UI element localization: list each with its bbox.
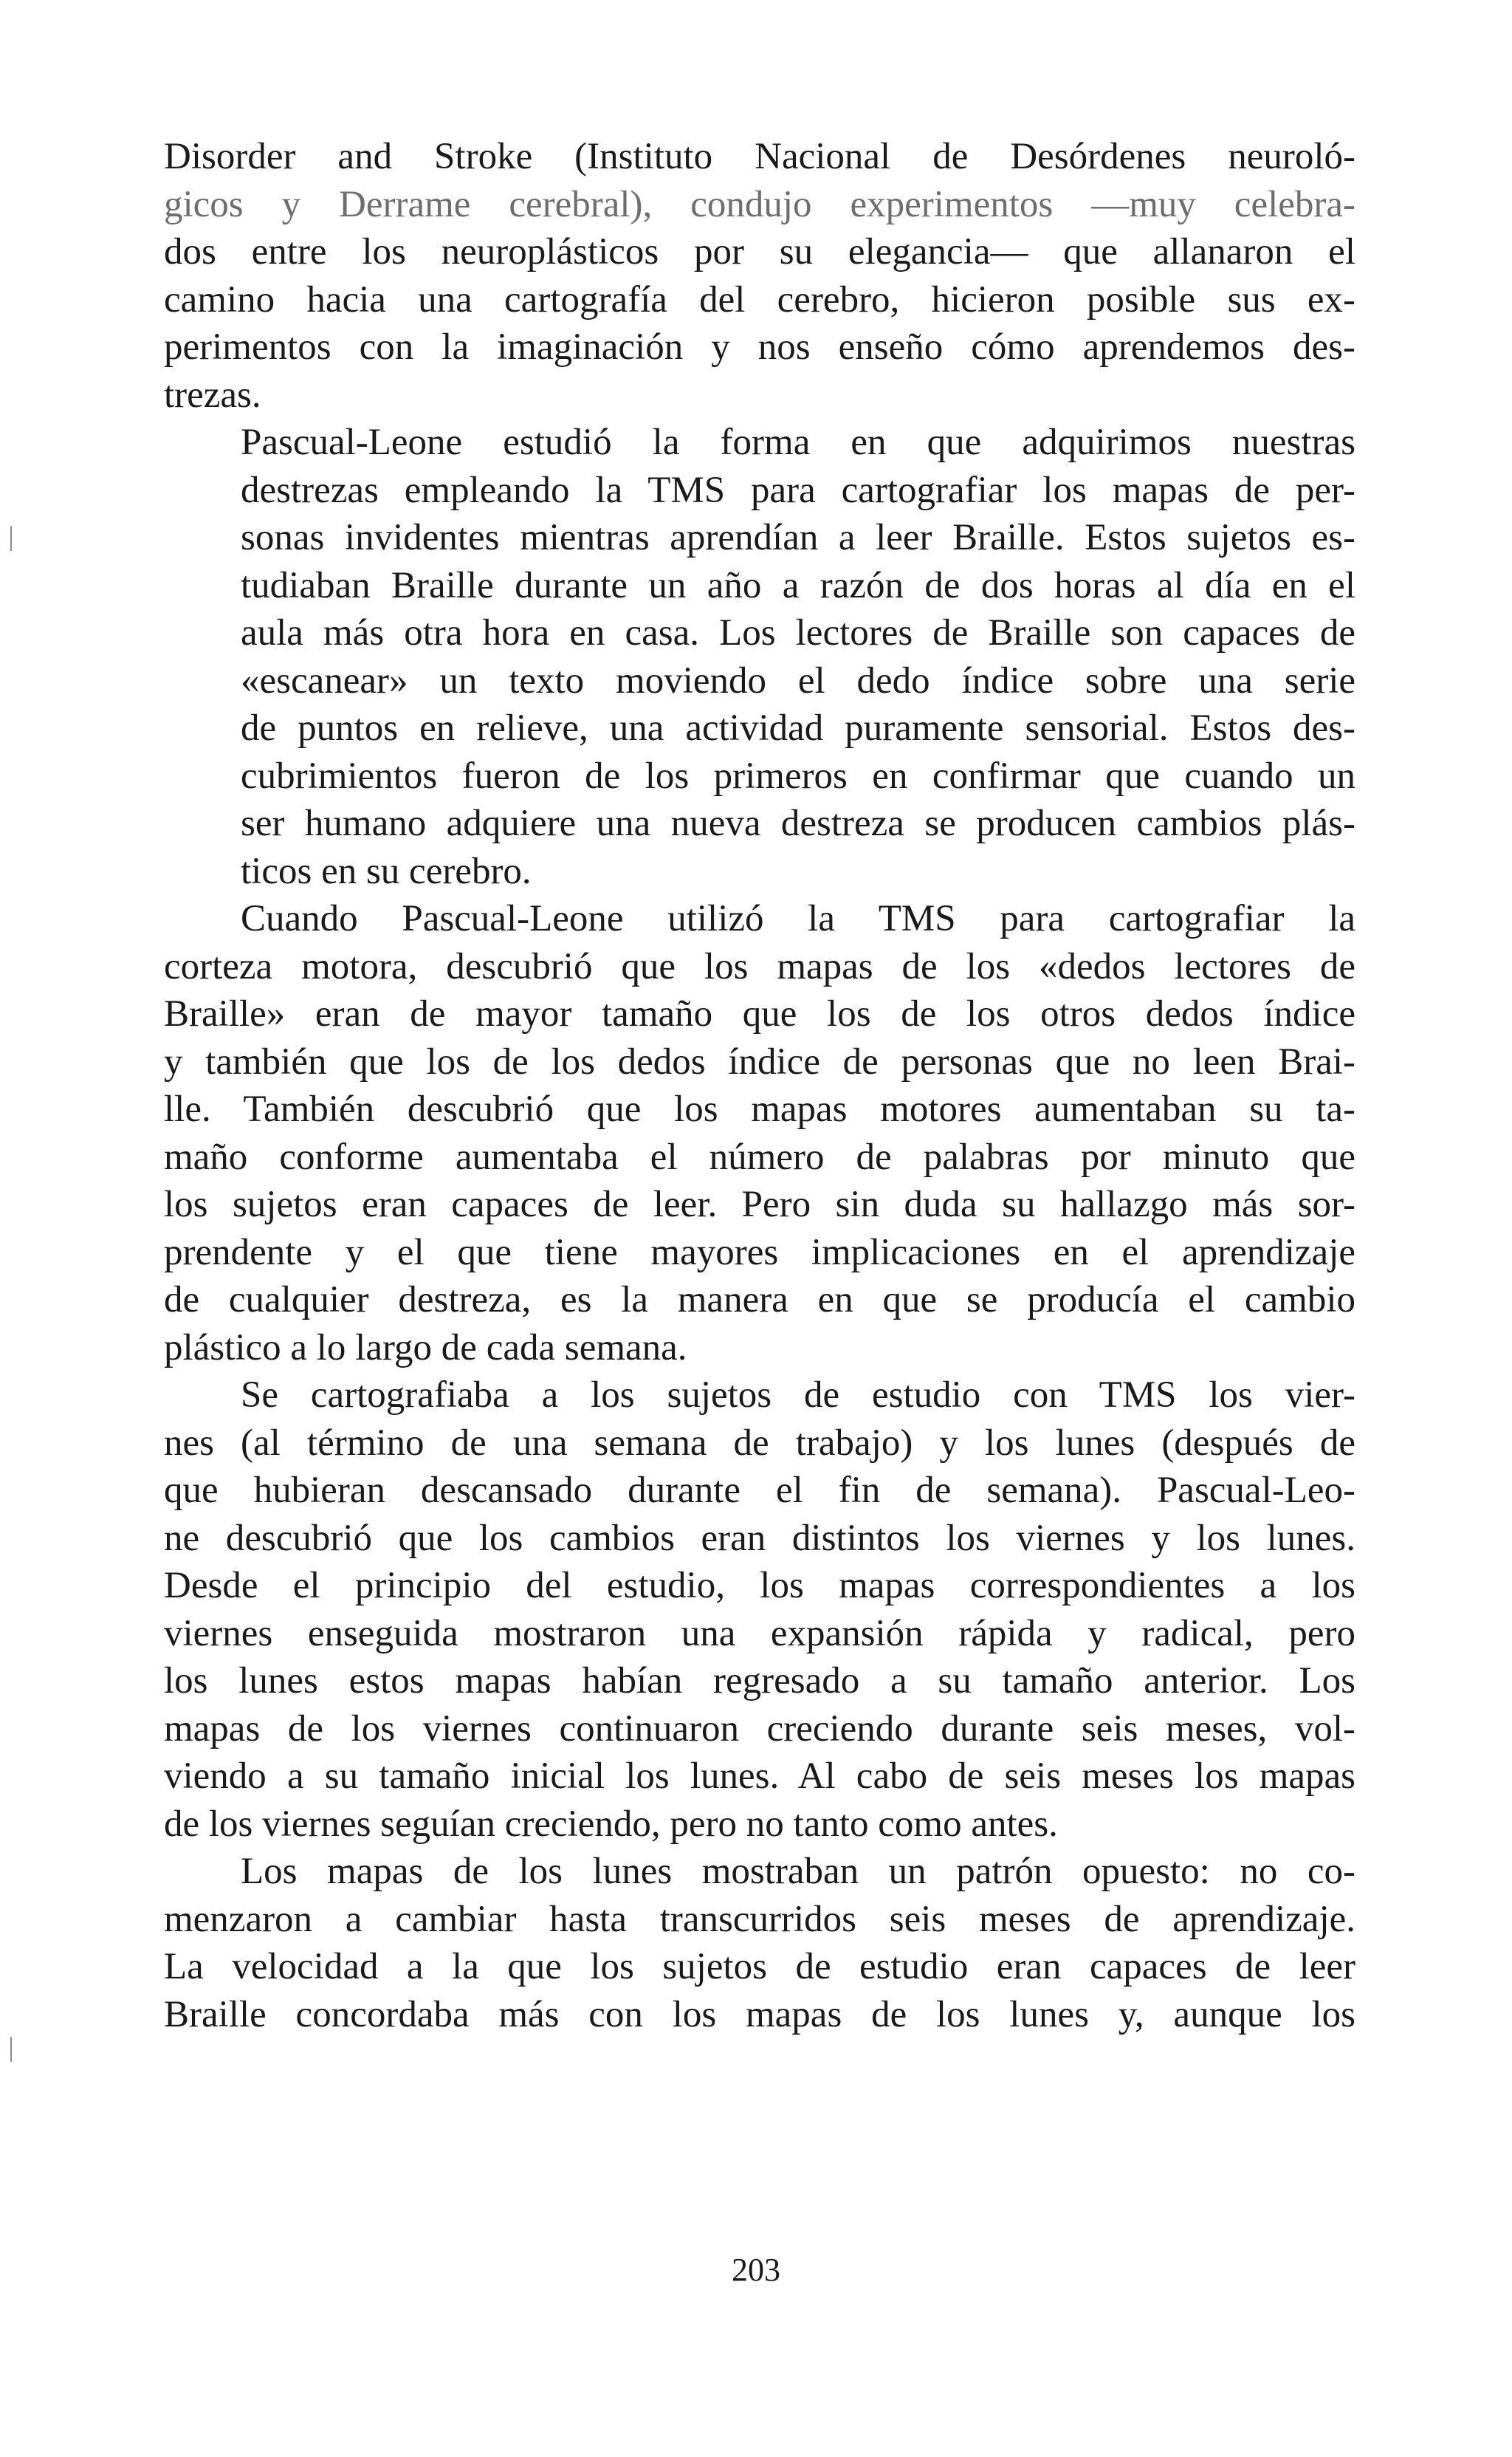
- text-line: camino hacia una cartografía del cerebro, hicieron posible sus ex-: [164, 278, 1355, 321]
- paragraph: [164, 1848, 1355, 2038]
- text-line: Disorder and Stroke (Instituto Nacional de Desórdenes neuroló-: [164, 136, 1355, 177]
- text-line: sonas invidentes mientras aprendían a leer Braille. Estos sujetos es-: [241, 517, 1355, 558]
- paragraph: [164, 419, 1355, 895]
- text-line: viendo a su tamaño inicial los lunes. Al cabo de seis meses los mapas: [164, 1755, 1355, 1797]
- text-line: Cuando Pascual-Leone utilizó la TMS para cartografiar la: [241, 898, 1355, 939]
- text-line: mapas de los viernes continuaron creciendo durante seis meses, vol-: [164, 1707, 1355, 1750]
- text-line: Pascual-Leone estudió la forma en que adquirimos nuestras: [241, 422, 1355, 463]
- text-line: perimentos con la imaginación y nos enseño cómo aprendemos des-: [164, 326, 1355, 368]
- text-line: aula más otra hora en casa. Los lectores de Braille son capaces de: [241, 612, 1355, 654]
- text-line: «escanear» un texto moviendo el dedo índice sobre una serie: [241, 659, 1355, 702]
- text-line: trezas.: [164, 374, 261, 416]
- text-line: Braille concordaba más con los mapas de los lunes y, aunque los: [164, 1993, 1355, 2035]
- text-line: ticos en su cerebro.: [241, 850, 532, 892]
- text-line: Desde el principio del estudio, los mapas correspondientes a los: [164, 1565, 1355, 1606]
- text-line: los sujetos eran capaces de leer. Pero sin duda su hallazgo más sor-: [164, 1184, 1355, 1225]
- text-line: que hubieran descansado durante el fin de semana). Pascual-Leo-: [164, 1470, 1355, 1511]
- paragraph: [164, 895, 1355, 1371]
- text-line: ser humano adquiere una nueva destreza se producen cambios plás-: [241, 803, 1355, 844]
- text-line: dos entre los neuroplásticos por su elegancia— que allanaron el: [164, 231, 1355, 273]
- text-line: La velocidad a la que los sujetos de estudio eran capaces de leer: [164, 1946, 1355, 1987]
- text-line: tudiaban Braille durante un año a razón de dos horas al día en el: [241, 564, 1355, 606]
- text-line: gicos y Derrame cerebral), condujo experimentos —muy celebra-: [164, 183, 1355, 225]
- text-line: Se cartografiaba a los sujetos de estudio con TMS los vier-: [241, 1374, 1355, 1416]
- text-line: maño conforme aumentaba el número de palabras por minuto que: [164, 1136, 1355, 1178]
- paragraph: [164, 1371, 1355, 1848]
- text-line: Los mapas de los lunes mostraban un patrón opuesto: no co-: [241, 1851, 1355, 1892]
- text-line: y también que los de los dedos índice de personas que no leen Brai-: [164, 1041, 1355, 1083]
- text-line: de cualquier destreza, es la manera en que se producía el cambio: [164, 1279, 1355, 1320]
- page-number: 203: [732, 2252, 780, 2288]
- margin-mark-left-top: [10, 526, 12, 551]
- text-line: ne descubrió que los cambios eran distintos los viernes y los lunes.: [164, 1517, 1355, 1559]
- text-line: corteza motora, descubrió que los mapas de los «dedos lectores de: [164, 945, 1355, 987]
- text-line: Braille» eran de mayor tamaño que los de los otros dedos índice: [164, 993, 1355, 1035]
- text-line: lle. También descubrió que los mapas motores aumentaban su ta-: [164, 1089, 1355, 1130]
- text-line: cubrimientos fueron de los primeros en confirmar que cuando un: [241, 755, 1355, 797]
- text-line: menzaron a cambiar hasta transcurridos seis meses de aprendizaje.: [164, 1898, 1355, 1940]
- margin-mark-left-bottom: [10, 2037, 12, 2062]
- paragraph: [164, 133, 1355, 419]
- text-line: viernes enseguida mostraron una expansión rápida y radical, pero: [164, 1612, 1355, 1654]
- text-line: los lunes estos mapas habían regresado a su tamaño anterior. Los: [164, 1660, 1355, 1702]
- body-text: [164, 133, 1355, 2038]
- text-line: de los viernes seguían creciendo, pero no tanto como antes.: [164, 1803, 1058, 1845]
- text-line: de puntos en relieve, una actividad puramente sensorial. Estos des-: [241, 707, 1355, 749]
- text-line: prendente y el que tiene mayores implicaciones en el aprendizaje: [164, 1231, 1355, 1273]
- text-line: nes (al término de una semana de trabajo) y los lunes (después de: [164, 1422, 1355, 1464]
- text-line: plástico a lo largo de cada semana.: [164, 1326, 687, 1368]
- text-line: destrezas empleando la TMS para cartografiar los mapas de per-: [241, 469, 1355, 511]
